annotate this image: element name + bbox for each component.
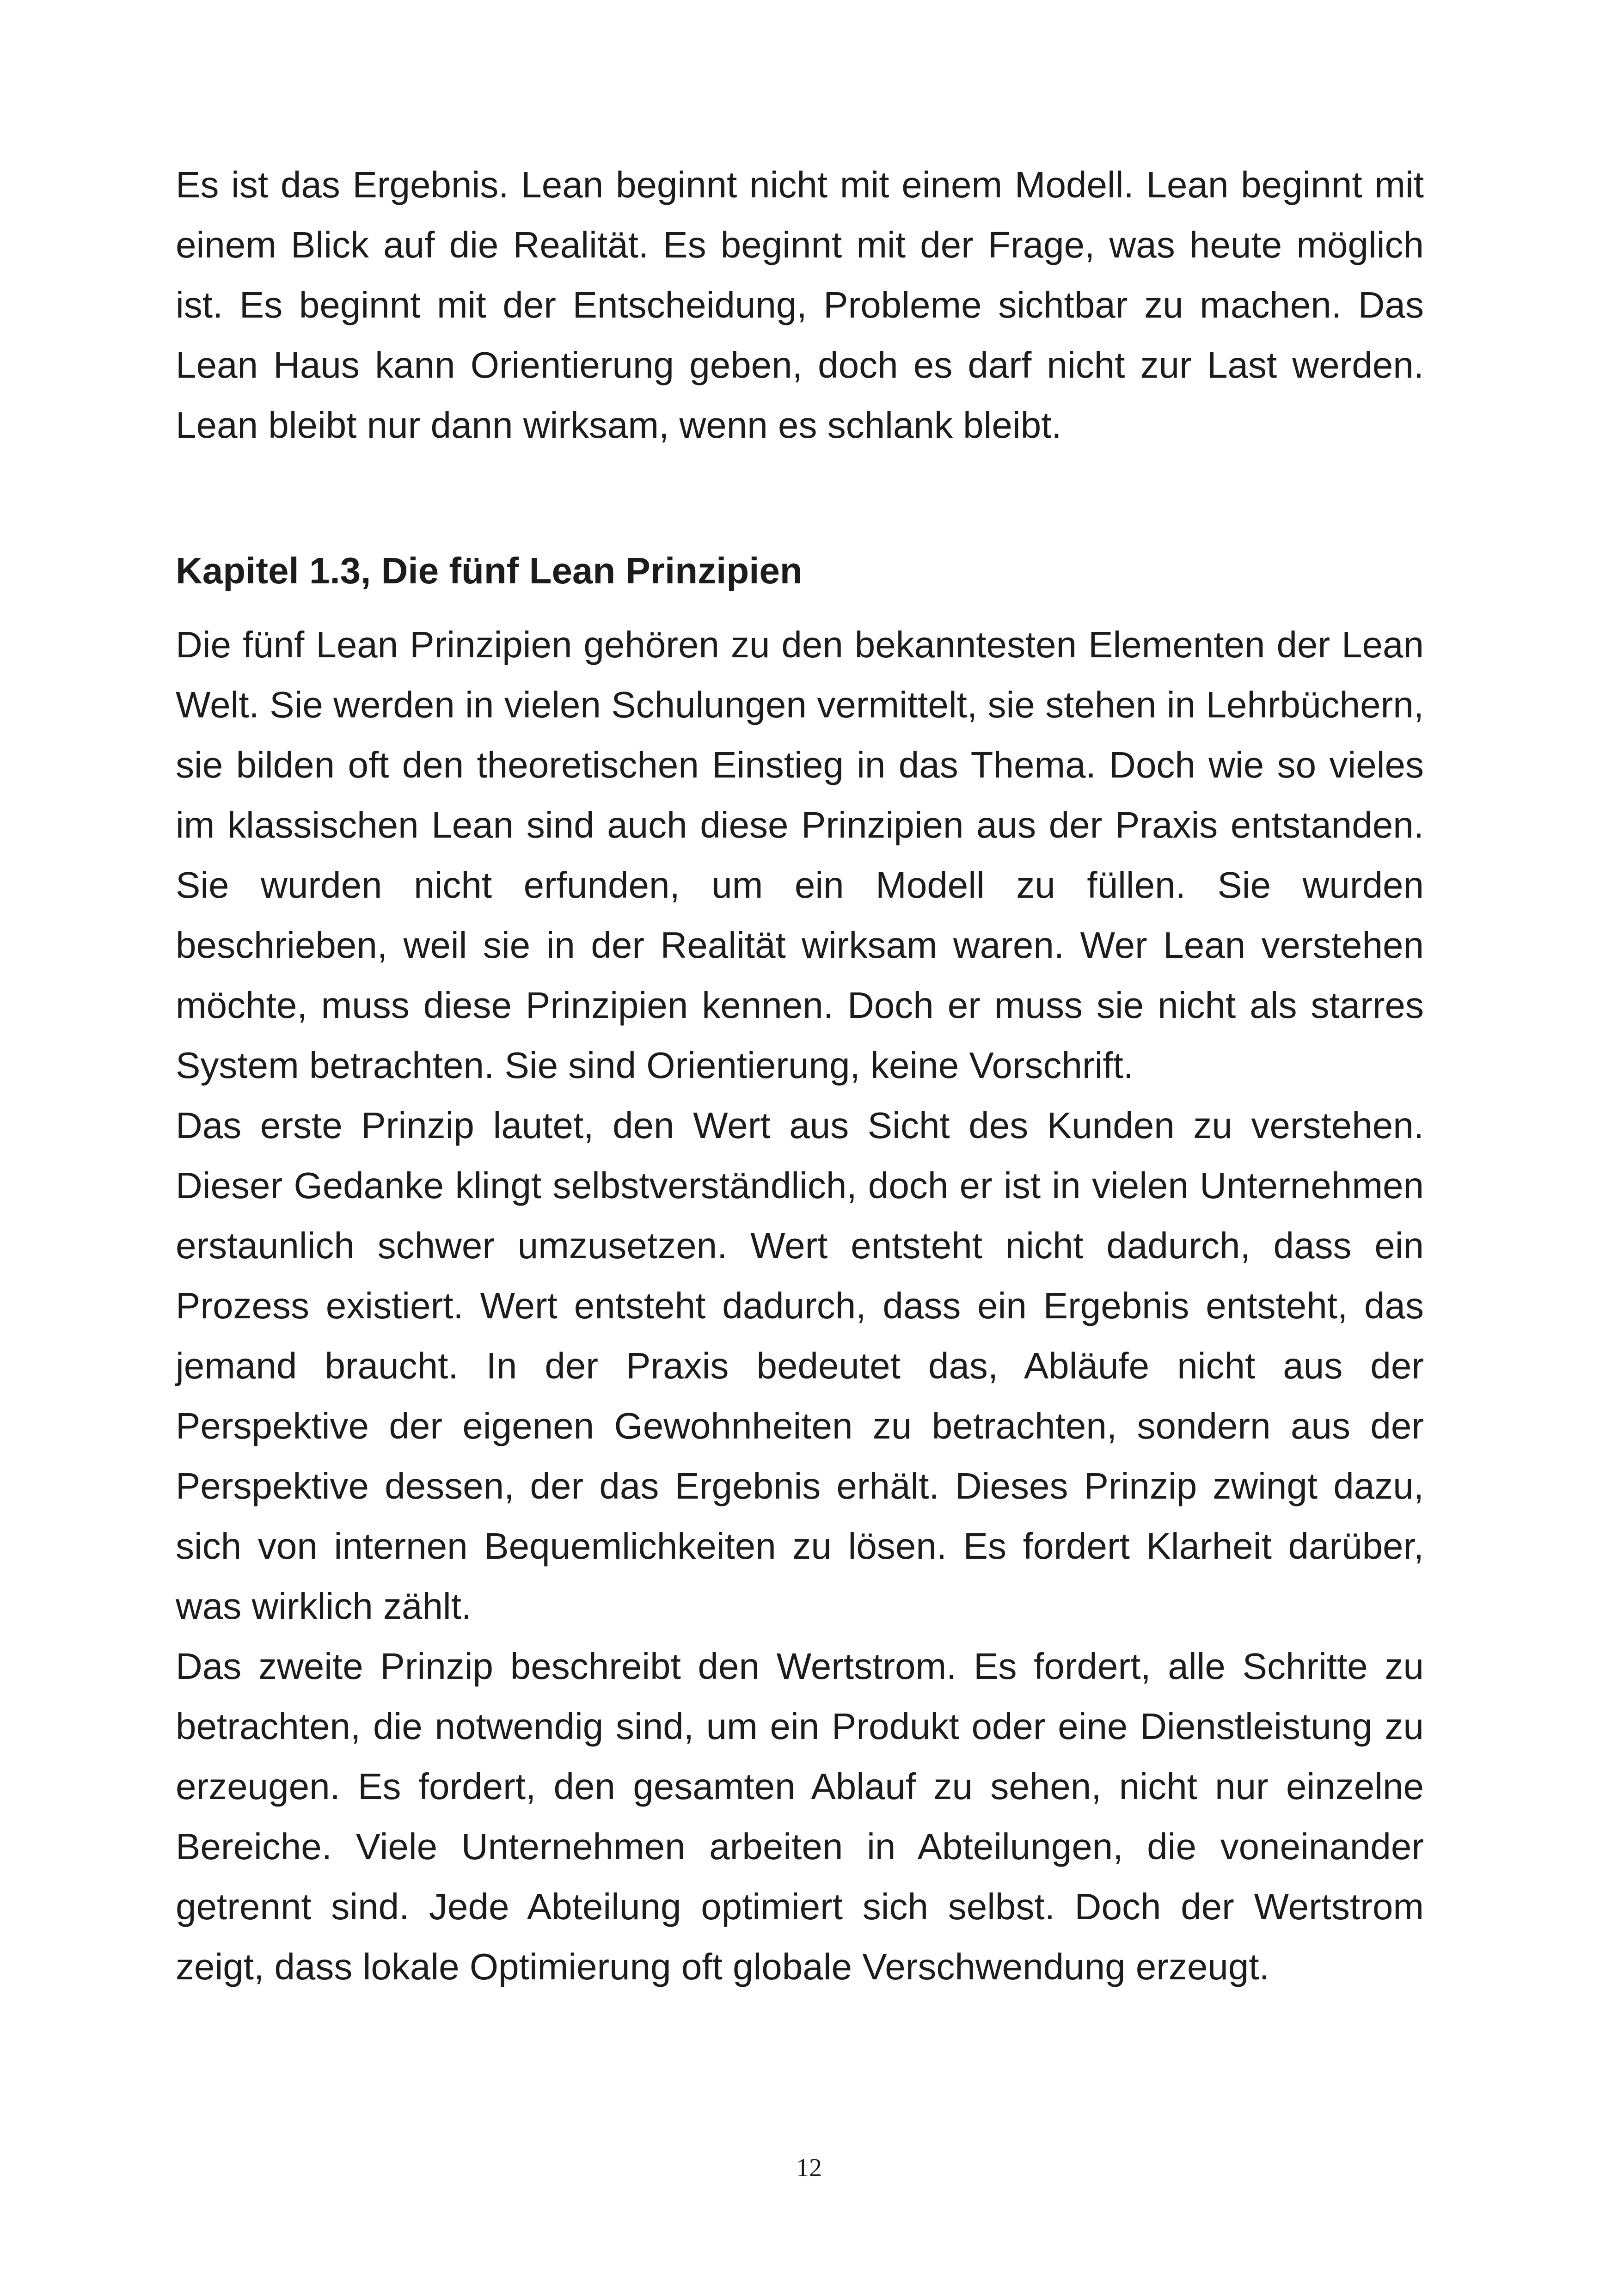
paragraph-intro: Es ist das Ergebnis. Lean beginnt nicht mit einem Modell. Lean beginnt mit einem Blick auf die Realität. Es beginnt mit der Frage, was heute möglich ist. Es beginnt mit der Entscheidung, Probleme sichtbar zu machen. Das Lean Haus kann Orientierung geben, doch es darf nicht zur Last werden. Lean bleibt nur dann wirksam, wenn es schlank bleibt. (176, 164, 1424, 446)
paragraph-first-principle: Das erste Prinzip lautet, den Wert aus Sicht des Kunden zu verstehen. Dieser Gedanke klingt selbstverständlich, doch er ist in vielen Unternehmen erstaunlich schwer umzusetzen. Wert entsteht nicht dadurch, dass ein Prozess existiert. Wert entsteht dadurch, dass ein Ergebnis entsteht, das jemand braucht. In der Praxis bedeutet das, Abläufe nicht aus der Perspektive der eigenen Gewohnheiten zu betrachten, sondern aus der Perspektive dessen, der das Ergebnis erhält. Dieses Prinzip zwingt dazu, sich von internen Bequemlichkeiten zu lösen. Es fordert Klarheit darüber, was wirklich zählt. (176, 1105, 1424, 1627)
paragraph-principles-overview: Die fünf Lean Prinzipien gehören zu den bekanntesten Elementen der Lean Welt. Sie werden in vielen Schulungen vermittelt, sie stehen in Lehrbüchern, sie bilden oft den theoretischen Einstieg in das Thema. Doch wie so vieles im klassischen Lean sind auch diese Prinzipien aus der Praxis entstanden. Sie wurden nicht erfunden, um ein Modell zu füllen. Sie wurden beschrieben, weil sie in der Realität wirksam waren. Wer Lean verstehen möchte, muss diese Prinzipien kennen. Doch er muss sie nicht als starres System betrachten. Sie sind Orientierung, keine Vorschrift. (176, 624, 1424, 1086)
paragraph-second-principle: Das zweite Prinzip beschreibt den Wertstrom. Es fordert, alle Schritte zu betrachten, die notwendig sind, um ein Produkt oder eine Dienstleistung zu erzeugen. Es fordert, den gesamten Ablauf zu sehen, nicht nur einzelne Bereiche. Viele Unternehmen arbeiten in Abteilungen, die voneinander getrennt sind. Jede Abteilung optimiert sich selbst. Doch der Wertstrom zeigt, dass lokale Optimierung oft globale Verschwendung erzeugt. (176, 1646, 1424, 1987)
chapter-heading: Kapitel 1.3, Die fünf Lean Prinzipien (176, 550, 803, 591)
page-number: 12 (796, 2154, 822, 2182)
